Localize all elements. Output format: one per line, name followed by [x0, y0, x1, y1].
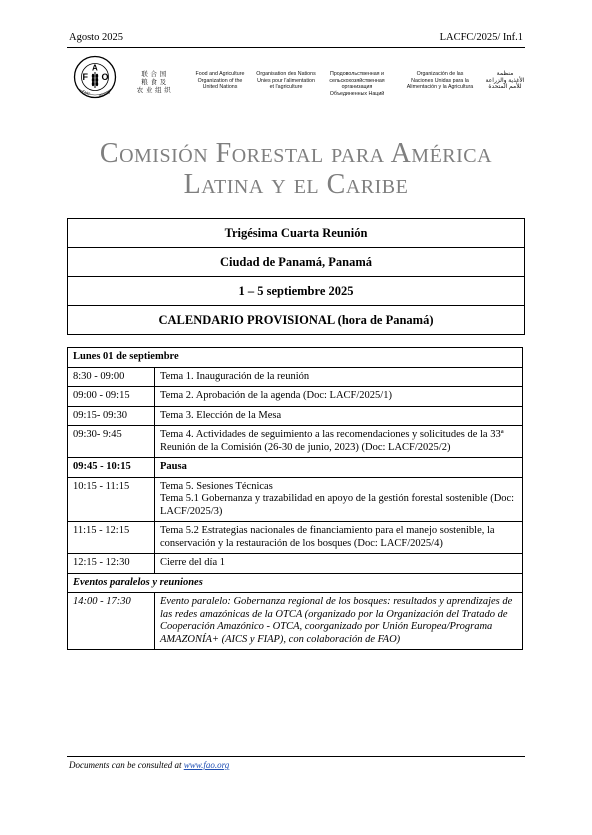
footer-divider — [67, 756, 525, 757]
agenda-item-cell: Tema 5.2 Estrategias nacionales de financiamiento para el manejo sostenible, la conservación y la restauración de los bosques (Doc: LACF/2025/4) — [155, 522, 523, 554]
break-cell: Pausa — [155, 458, 523, 478]
table-row — [68, 593, 523, 650]
org-name-french: Organisation des Nations Unies pour l'alimentation et l'agriculture — [256, 71, 316, 91]
footer-text: Documents can be consulted at — [69, 760, 184, 770]
fao-website-link[interactable]: www.fao.org — [183, 760, 230, 770]
commission-title — [67, 138, 525, 200]
meeting-dates: 1 – 5 septiembre 2025 — [68, 277, 524, 306]
table-row — [68, 522, 523, 554]
parallel-heading-row — [68, 573, 523, 593]
commission-title-line-1: Comisión Forestal para América — [99, 138, 493, 169]
commission-title-line-2: Latina y el Caribe — [183, 169, 409, 200]
agenda-item-cell: Tema 1. Inauguración de la reunión — [155, 367, 523, 387]
svg-text:A: A — [92, 63, 98, 73]
time-cell: 09:00 - 09:15 — [68, 387, 155, 407]
table-row — [68, 406, 523, 426]
svg-text:FIAT: FIAT — [81, 88, 92, 97]
meeting-location: Ciudad de Panamá, Panamá — [68, 248, 524, 277]
fao-logo — [69, 55, 121, 99]
table-row — [68, 554, 523, 574]
calendar-title: CALENDARIO PROVISIONAL (hora de Panamá) — [158, 313, 434, 327]
header-date: Agosto 2025 — [69, 32, 123, 43]
time-cell: 09:15- 09:30 — [68, 406, 155, 426]
time-cell: 8:30 - 09:00 — [68, 367, 155, 387]
svg-text:F: F — [82, 72, 88, 82]
table-row — [68, 367, 523, 387]
meeting-name: Trigésima Cuarta Reunión — [68, 219, 524, 248]
document-code: LACFC/2025/ Inf.1 — [439, 32, 523, 43]
table-row — [68, 477, 523, 522]
agenda-item-cell: Tema 4. Actividades de seguimiento a las recomendaciones y solicitudes de la 33ª Reunión de la Comisión (26-30 de junio, 2023) (Doc: LACF/2025/2) — [155, 426, 523, 458]
agenda-item-heading: Tema 5. Sesiones Técnicas — [160, 480, 273, 492]
org-name-russian: Продовольственная и сельскохозяйственная организация Объединенных Наций — [329, 71, 385, 97]
parallel-event-cell: Evento paralelo: Gobernanza regional de los bosques: resultados y aprendizajes de las redes amazónicas de la OTCA (organizado por la Organización del Tratado de Cooperación Amazónico - OTCA, coorganizado por Unión Europea/Programa AMAZONÍA+ (AICS y FIAP), con colaboración de FAO) — [155, 593, 523, 650]
svg-text:O: O — [101, 72, 109, 82]
org-name-chinese: 联 合 国 粮 食 及 农 业 组 织 — [136, 71, 172, 94]
org-name-english: Food and Agriculture Organization of the United Nations — [195, 71, 245, 91]
table-row — [68, 426, 523, 458]
time-cell: 09:30- 9:45 — [68, 426, 155, 458]
day-heading-row — [68, 348, 523, 368]
table-row — [68, 387, 523, 407]
org-name-spanish: Organización de las Naciones Unidas para la Alimentación y la Agricultura — [406, 71, 474, 91]
parallel-events-heading: Eventos paralelos y reuniones — [68, 573, 523, 593]
org-name-arabic: منظمة الأغذية والزراعة للأمم المتحدة — [485, 71, 525, 91]
svg-text:PANIS: PANIS — [97, 89, 111, 99]
time-cell: 14:00 - 17:30 — [68, 593, 155, 650]
time-cell: 09:45 - 10:15 — [68, 458, 155, 478]
time-cell: 12:15 - 12:30 — [68, 554, 155, 574]
schedule-table — [67, 347, 523, 650]
time-cell: 10:15 - 11:15 — [68, 477, 155, 522]
agenda-item-cell: Tema 3. Elección de la Mesa — [155, 406, 523, 426]
header-divider — [67, 47, 525, 48]
time-cell: 11:15 - 12:15 — [68, 522, 155, 554]
agenda-item-cell: Tema 2. Aprobación de la agenda (Doc: LACF/2025/1) — [155, 387, 523, 407]
table-row-break — [68, 458, 523, 478]
meeting-info-box — [67, 218, 525, 335]
agenda-item-cell — [155, 477, 523, 522]
day-heading: Lunes 01 de septiembre — [68, 348, 523, 368]
footer-note — [69, 760, 229, 770]
agenda-item-subitem: Tema 5.1 Gobernanza y trazabilidad en apoyo de la gestión forestal sostenible (Doc: LACF/2025/3) — [160, 493, 515, 517]
agenda-item-cell: Cierre del día 1 — [155, 554, 523, 574]
